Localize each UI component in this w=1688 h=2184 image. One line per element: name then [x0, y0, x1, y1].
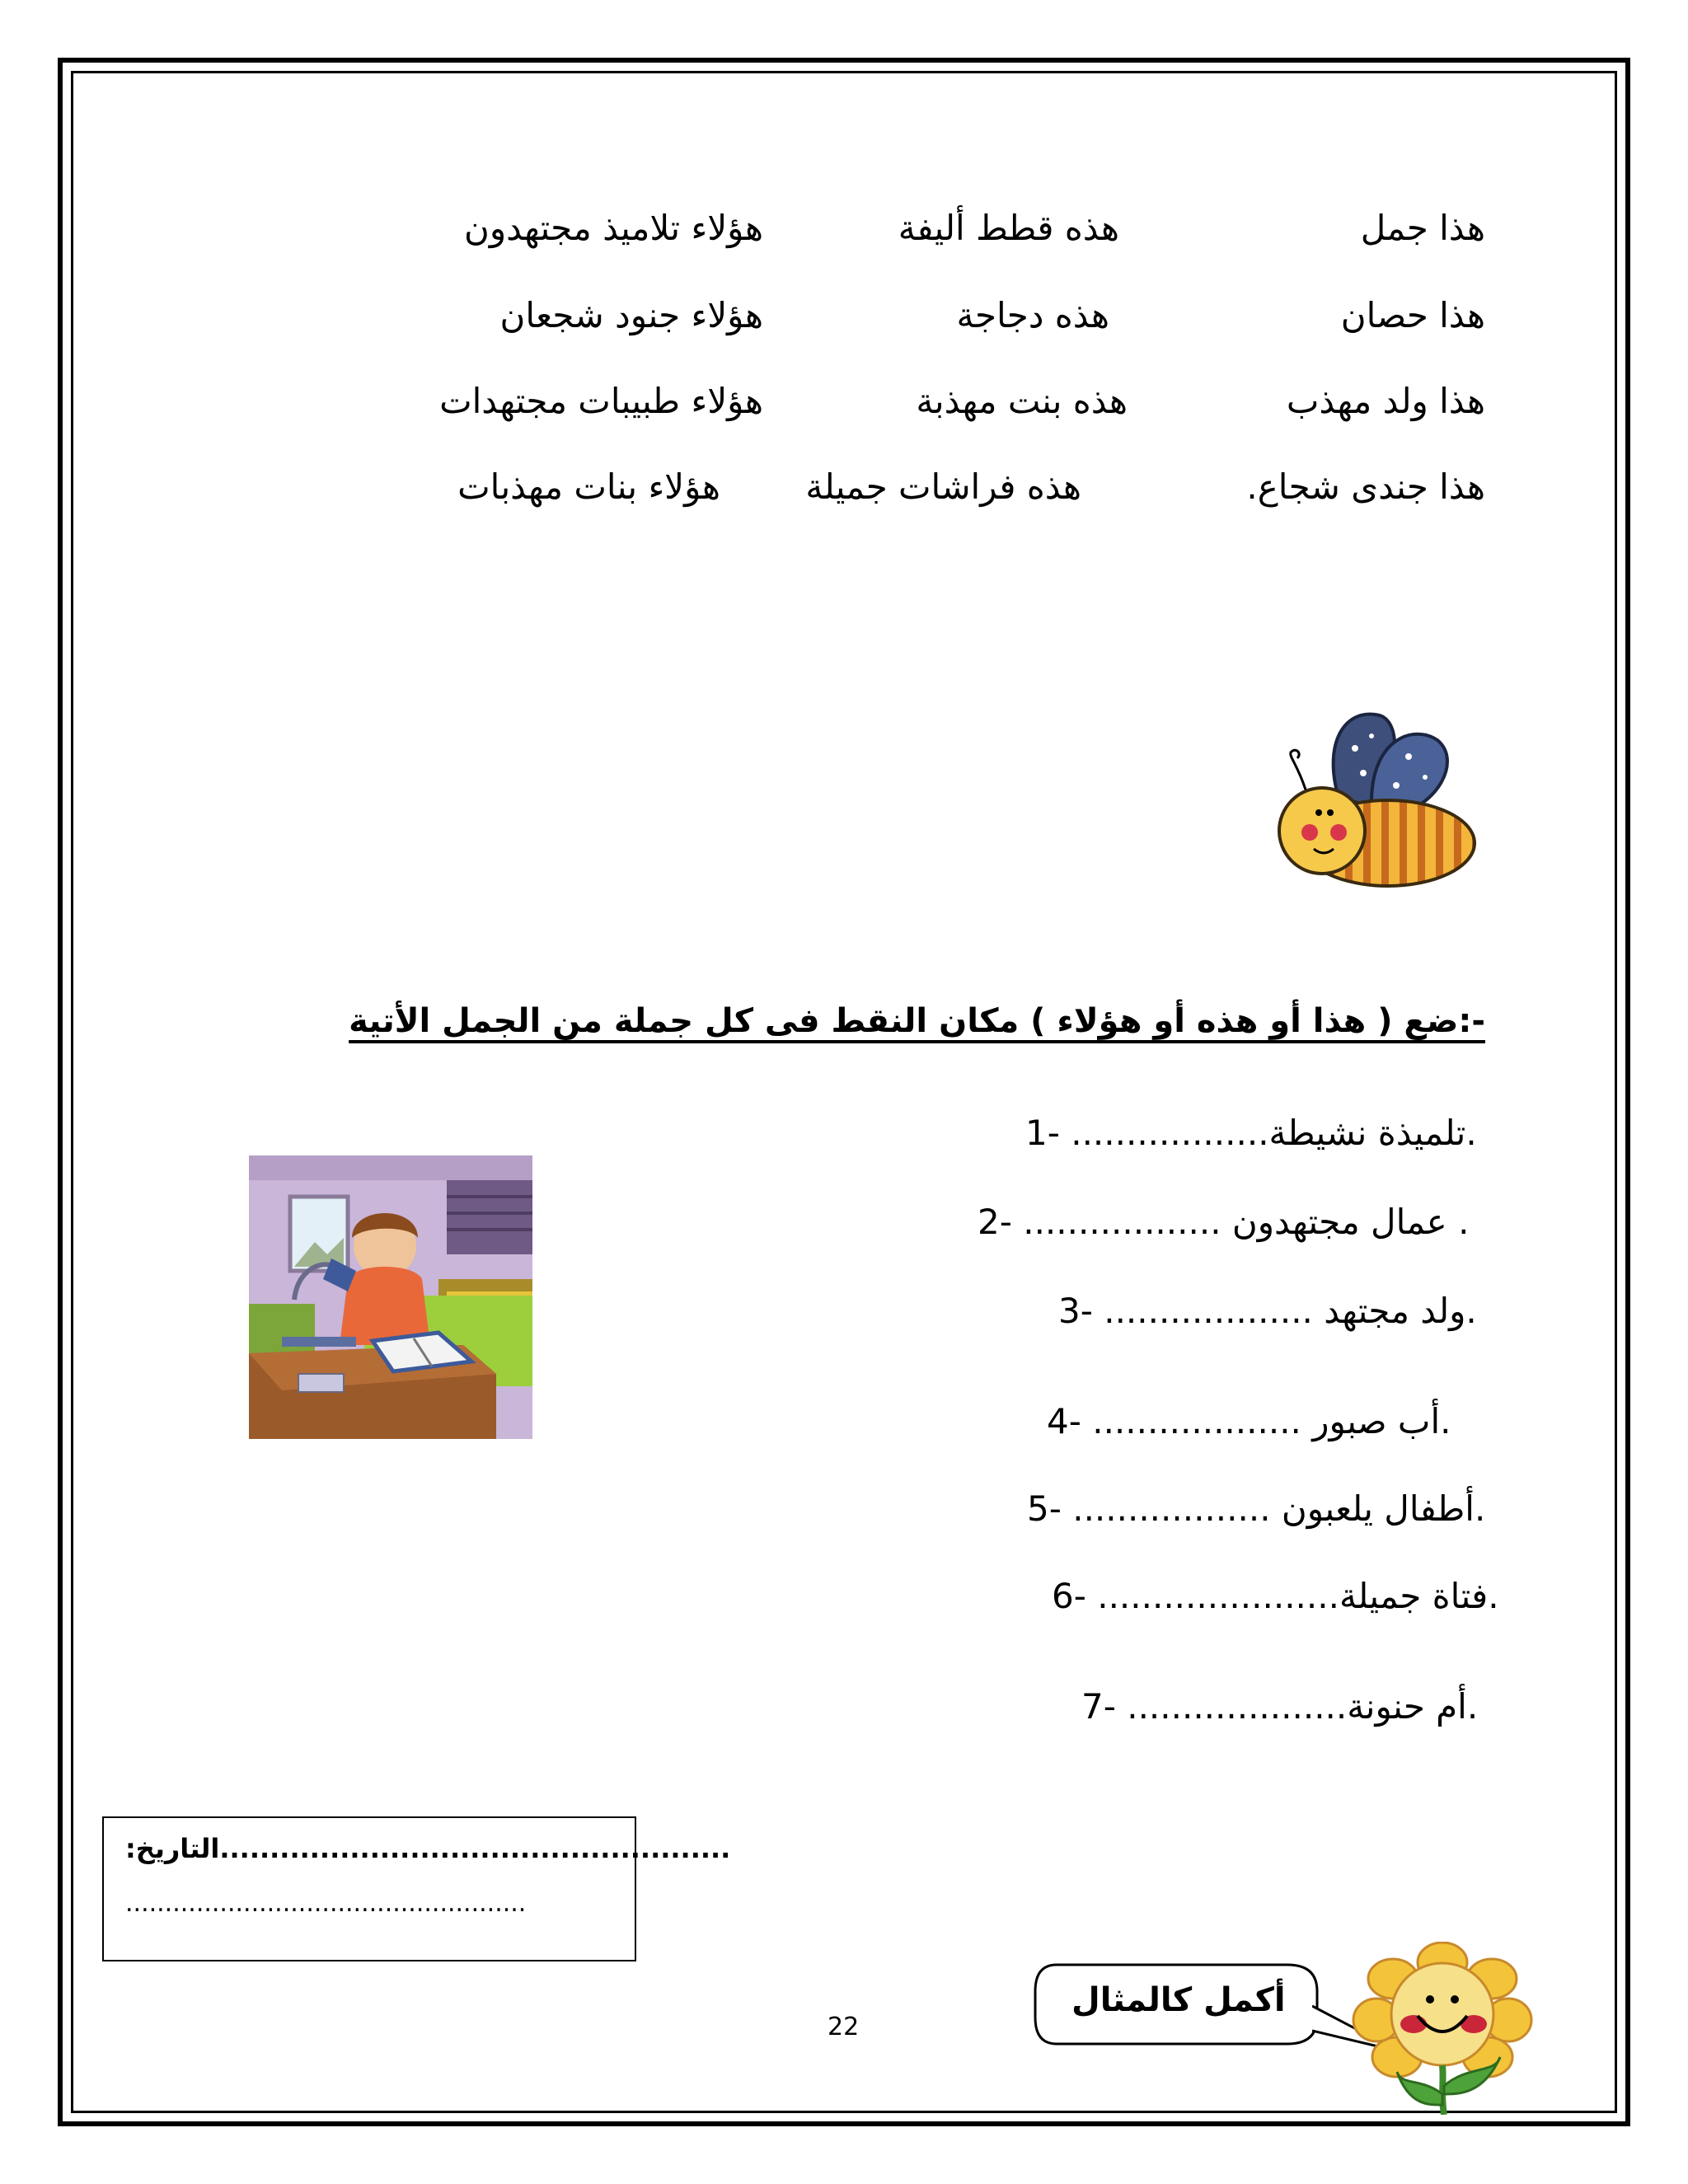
- date-line-1: [125, 1833, 730, 1864]
- exercise-item-1: 1- ..................تلميذة نشيطة.: [1025, 1113, 1477, 1153]
- example-1-col3: هؤلاء تلاميذ مجتهدون: [463, 208, 763, 248]
- exercise-item-5: 5- .................. أطفال يلعبون.: [1027, 1488, 1486, 1529]
- example-2-col3: هؤلاء جنود شجعان: [499, 295, 763, 335]
- example-2-col1: هذا حصان: [1340, 295, 1485, 335]
- example-3-col3: هؤلاء طبيبات مجتهدات: [439, 381, 763, 421]
- example-3-col2: هذه بنت مهذبة: [916, 381, 1128, 421]
- exercise-item-4: 4- ................... أب صبور.: [1047, 1401, 1451, 1441]
- example-4-col3: هؤلاء بنات مهذبات: [457, 466, 720, 507]
- exercise-item-6: 6- ......................فتاة جميلة.: [1052, 1576, 1499, 1616]
- bee-illustration: [1273, 707, 1487, 897]
- boy-reading-illustration: [249, 1155, 532, 1439]
- date-dots-1: ...................................................: [219, 1833, 731, 1864]
- example-4-col1: هذا جندى شجاع.: [1246, 466, 1485, 507]
- example-3-col1: هذا ولد مهذب: [1286, 381, 1485, 421]
- date-label: التاريخ:: [125, 1833, 220, 1864]
- exercise-instruction: -:ضع ( هذا أو هذه أو هؤلاء ) مكان النقط فى كل جملة من الجمل الأتية: [349, 1002, 1485, 1040]
- example-1-col1: هذا جمل: [1360, 208, 1485, 248]
- exercise-item-7: 7- ....................أم حنونة.: [1081, 1686, 1479, 1727]
- date-box: [102, 1816, 731, 1961]
- page-border-inner: [71, 71, 1617, 2113]
- exercise-item-3: 3- ................... ولد مجتهد.: [1058, 1291, 1477, 1331]
- example-4-col2: هذه فراشات جميلة: [805, 466, 1081, 507]
- flower-illustration: [1352, 1942, 1533, 2115]
- page-number: 22: [828, 2013, 860, 2041]
- example-1-col2: هذه قطط أليفة: [898, 208, 1119, 248]
- exercise-item-2: 2- .................. عمال مجتهدون .: [978, 1202, 1470, 1242]
- example-2-col2: هذه دجاجة: [956, 295, 1109, 335]
- date-dots-2: ...................................................: [125, 1889, 527, 1918]
- speech-bubble-text: أكمل كالمثال: [1071, 1981, 1286, 2019]
